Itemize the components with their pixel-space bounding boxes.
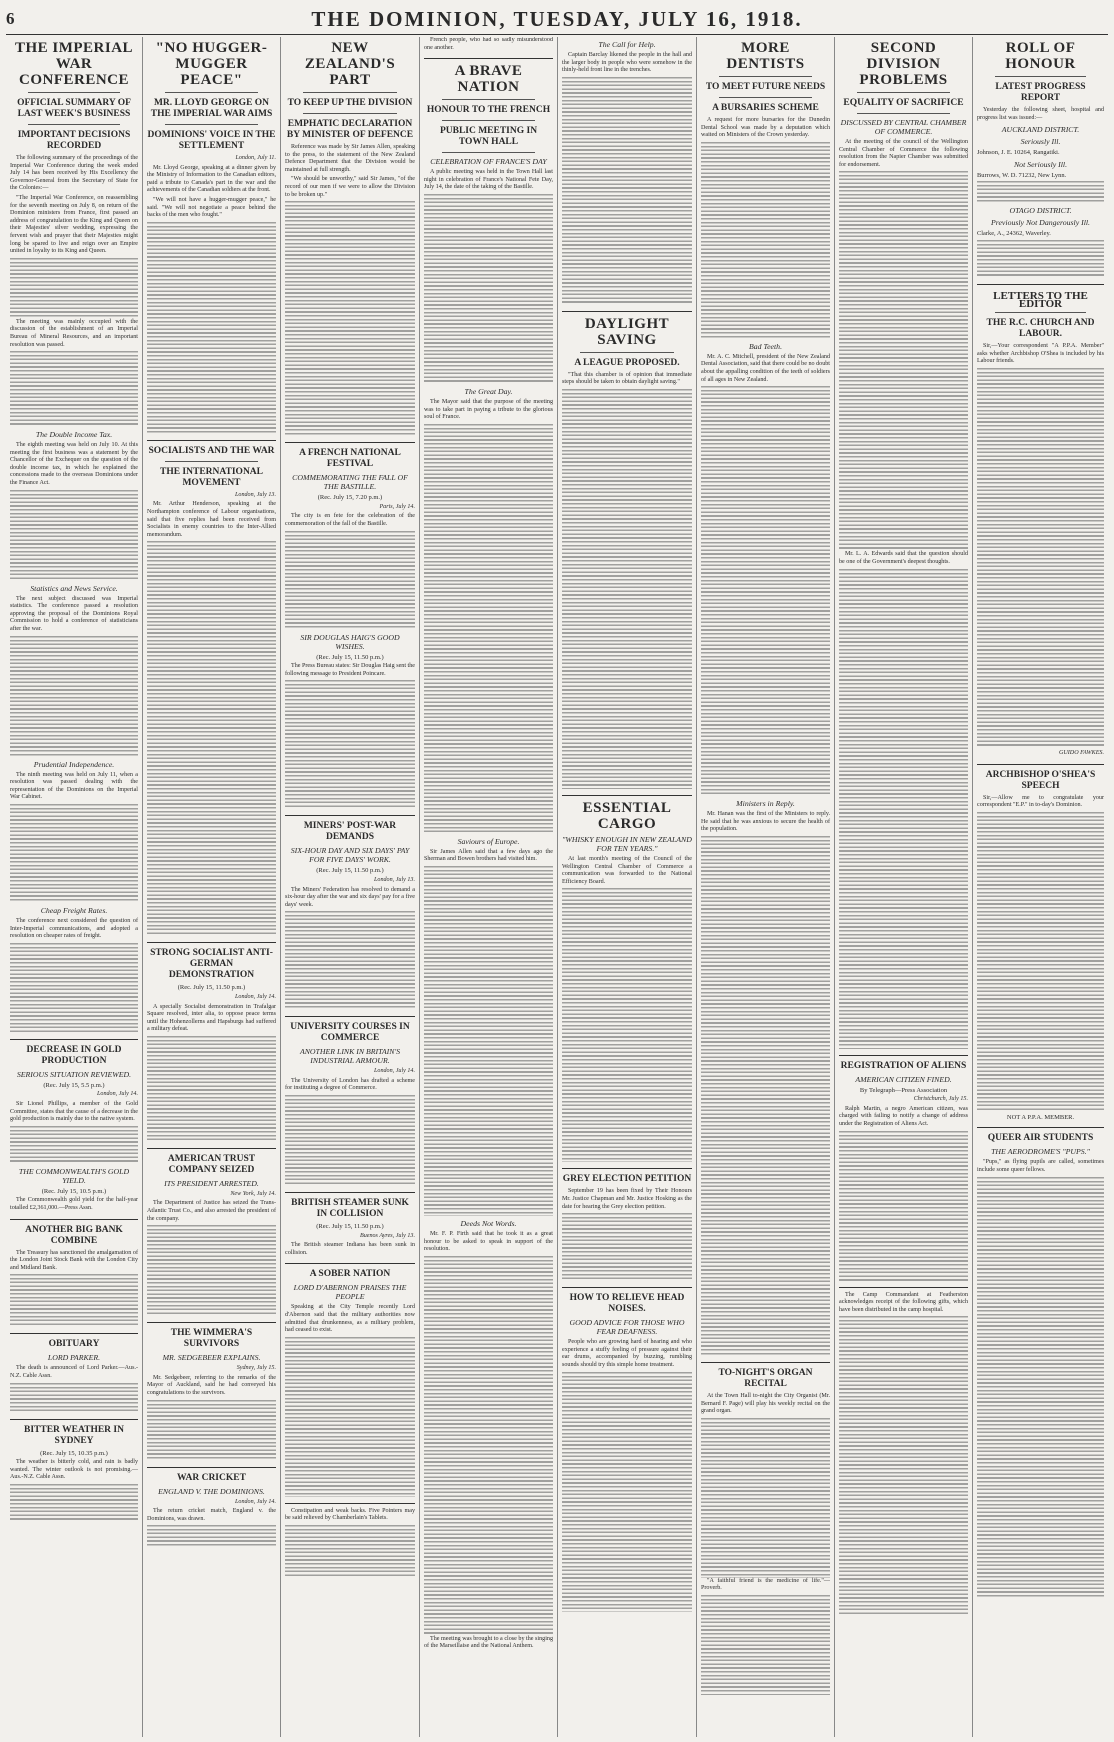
- article-paragraph: The eighth meeting was held on July 10. At this meeting the first business was a statement by the Chancellor of the Exchequer on the question of the double income tax, in which he explained the concessions made to the overseas Dominions under the Finance Act.: [10, 442, 138, 487]
- subheadline: ITS PRESIDENT ARRESTED.: [164, 1178, 259, 1188]
- dateline: Sydney, July 15.: [236, 1365, 276, 1372]
- headline-roll-of-honour: ROLL OF HONOUR: [1005, 40, 1076, 72]
- subheadline: DISCUSSED BY CENTRAL CHAMBER OF COMMERCE.: [840, 118, 967, 136]
- letter-paragraph: Sir,—Allow me to congratulate your correspondent "E.P." in to-day's Dominion.: [977, 794, 1104, 809]
- subheadline: "WHISKY ENOUGH IN NEW ZEALAND FOR TEN YEARS.": [562, 834, 692, 853]
- subheadline: A BURSARIES SCHEME: [712, 103, 819, 113]
- received-line: (Rec. July 15, 11.50 p.m.): [316, 867, 384, 875]
- subheadline: TO KEEP UP THE DIVISION: [287, 98, 413, 108]
- article-paragraph: A specially Socialist demonstration in Trafalgar Square resolved, inter alia, to oppose peace terms until the Hohenzollerns and Hapsburgs had suffered a military defeat.: [147, 1003, 276, 1033]
- subheadline: A LEAGUE PROPOSED.: [574, 357, 680, 368]
- subheadline: EQUALITY OF SACRIFICE: [843, 98, 964, 108]
- status-heading: Seriously Ill.: [1020, 137, 1061, 147]
- subheadline: PUBLIC MEETING IN TOWN HALL: [439, 126, 538, 148]
- column-2: [143, 37, 281, 1737]
- letter-signature: NOT A P.P.A. MEMBER.: [1006, 1113, 1075, 1121]
- section-heading: The Double Income Tax.: [35, 430, 113, 440]
- headline-daylight-saving: DAYLIGHT SAVING: [584, 315, 670, 348]
- article-paragraph: The Miners' Federation has resolved to demand a six-hour day after the war and six days' pay for a five days' week.: [285, 886, 415, 908]
- list-item: Johnson, J. E. 10264, Rangatiki.: [977, 149, 1060, 157]
- subheadline: THE AERODROME'S "PUPS.": [991, 1147, 1090, 1157]
- headline-second-division-problems: SECOND DIVISION PROBLEMS: [859, 40, 948, 88]
- status-heading: Not Seriously Ill.: [1013, 159, 1068, 169]
- headline-socialist-demonstration: STRONG SOCIALIST ANTI-GERMAN DEMONSTRATION: [150, 948, 273, 981]
- column-8: [973, 37, 1108, 1737]
- headline-essential-cargo: ESSENTIAL CARGO: [582, 799, 672, 832]
- subheadline: GOOD ADVICE FOR THOSE WHO FEAR DEAFNESS.: [569, 1318, 685, 1337]
- article-paragraph: September 19 has been fixed by Their Honours Mr. Justice Chapman and Mr. Justice Hosking as the date for hearing the Grey election petition.: [562, 1188, 692, 1210]
- article-paragraph: Sir Lionel Phillips, a member of the Gold Committee, states that the cause of a decrease in the gold production is mainly due to the native system.: [10, 1100, 138, 1123]
- subheadline: AMERICAN CITIZEN FINED.: [855, 1074, 952, 1084]
- headline-university-courses: UNIVERSITY COURSES IN COMMERCE: [290, 1022, 410, 1044]
- dateline: London, July 14.: [97, 1091, 138, 1098]
- article-paragraph: The Camp Commandant at Featherston acknowledges receipt of the following gifts, which have been distributed in the camp hospital.: [839, 1291, 968, 1313]
- article-paragraph: Speaking at the City Temple recently Lord d'Abernon said that the military authorities now admitted that drunkenness, as a military problem, had ceased to exist.: [285, 1304, 415, 1334]
- dateline: London, July 13.: [235, 491, 276, 498]
- article-paragraph: "That this chamber is of opinion that immediate steps should be taken to obtain daylight saving.": [562, 371, 692, 386]
- article-paragraph: The Press Bureau states: Sir Douglas Haig sent the following message to President Poincare.: [285, 663, 415, 677]
- column-7: [835, 37, 973, 1737]
- dateline: London, July 13.: [374, 876, 415, 883]
- dateline: Christchurch, July 15.: [913, 1096, 968, 1103]
- article-paragraph: Mr. F. P. Firth said that he took it as a great honour to be asked to speak in support of the resolution.: [424, 1230, 553, 1253]
- dateline: Paris, July 14.: [379, 503, 415, 510]
- article-paragraph: The Treasury has sanctioned the amalgamation of the London Joint Stock Bank with the London City and Midland Bank.: [10, 1249, 138, 1271]
- headline-hugger-mugger-peace: "NO HUGGER-MUGGER PEACE": [155, 40, 268, 88]
- headline-gold-production: DECREASE IN GOLD PRODUCTION: [26, 1044, 122, 1066]
- headline-registration-of-aliens: REGISTRATION OF ALIENS: [840, 1060, 967, 1071]
- section-heading: Saviours of Europe.: [457, 836, 520, 846]
- headline-letters-to-editor: LETTERS TO THE EDITOR: [993, 289, 1088, 310]
- dateline: London, July 11.: [235, 155, 276, 161]
- article-paragraph: Mr. Arthur Henderson, speaking at the Northampton conference of Labour organisations, said that five replies had been received from Socialists in enemy countries to the Inter-Allied memorandum.: [147, 501, 276, 538]
- headline-more-dentists: MORE DENTISTS: [726, 40, 805, 72]
- headline-wimmera-survivors: THE WIMMERA'S SURVIVORS: [170, 1328, 253, 1350]
- article-paragraph: The Mayor said that the purpose of the meeting was to take part in paying a tribute to the glorious soul of France.: [424, 398, 553, 421]
- headline-new-zealands-part: NEW ZEALAND'S PART: [304, 40, 396, 88]
- subheadline: ARCHBISHOP O'SHEA'S SPEECH: [985, 769, 1096, 791]
- article-paragraph: The conference next considered the question of Inter-Imperial communications, and adopted a resolution on cheaper rates of freight.: [10, 918, 138, 940]
- received-line: (Rec. July 15, 7.20 p.m.): [317, 494, 383, 502]
- dateline: New York, July 14.: [230, 1190, 276, 1197]
- headline-french-festival: A FRENCH NATIONAL FESTIVAL: [299, 448, 401, 470]
- subheadline: LORD D'ABERNON PRAISES THE PEOPLE: [293, 1283, 407, 1302]
- headline-trust-company: AMERICAN TRUST COMPANY SEIZED: [167, 1153, 256, 1175]
- headline-bitter-weather: BITTER WEATHER IN SYDNEY: [24, 1424, 124, 1446]
- article-paragraph: Captain Barclay likened the people in the hall and the larger body in people who were somehow in the thinly-held front line in the trenches.: [562, 52, 692, 74]
- page-number: 6: [6, 9, 15, 28]
- district-heading: AUCKLAND DISTRICT.: [1001, 125, 1080, 135]
- subheadline: SIX-HOUR DAY AND SIX DAYS' PAY FOR FIVE DAYS' WORK.: [290, 846, 410, 865]
- article-paragraph: The British steamer Indiana has been sunk in collision.: [285, 1242, 415, 1256]
- article-paragraph: Sir James Allen said that a few days ago the Sherman and Bowen brothers had visited him.: [424, 848, 553, 863]
- headline-organ-recital: TO-NIGHT'S ORGAN RECITAL: [718, 1367, 813, 1389]
- article-paragraph: At the Town Hall to-night the City Organist (Mr. Bernard F. Page) will play his weekly recital on the grand organ.: [701, 1392, 830, 1415]
- section-heading: Ministers in Reply.: [736, 799, 795, 809]
- headline-sober-nation: A SOBER NATION: [309, 1269, 391, 1280]
- subheadline: LORD PARKER.: [47, 1353, 101, 1363]
- list-item: Clarke, A., 24362, Waverley.: [977, 230, 1051, 238]
- byline: By Telegraph—Press Association: [859, 1086, 948, 1094]
- dateline: London, July 14.: [235, 993, 276, 1000]
- subheadline: LATEST PROGRESS REPORT: [995, 82, 1086, 103]
- received-line: (Rec. July 15, 11.50 p.m.): [316, 1223, 384, 1231]
- subheadline-important-decisions: IMPORTANT DECISIONS RECORDED: [17, 130, 131, 151]
- article-paragraph: The following summary of the proceedings of the Imperial War Conference during the week ended July 14 has been received by His Excellency the Governor-General from the Secretary of State for the Colonies:—: [10, 155, 138, 192]
- status-heading: Previously Not Dangerously Ill.: [990, 218, 1091, 228]
- article-paragraph: A request for more bursaries for the Dunedin Dental School was made by a deputation which waited on Ministers of the Crown yesterday.: [701, 117, 830, 139]
- subheadline: HONOUR TO THE FRENCH: [426, 105, 551, 116]
- article-paragraph: Reference was made by Sir James Allen, speaking to the press, to the statement of the New Zealand Defence Department that the Division would be maintained at full strength.: [285, 144, 415, 173]
- dateline: London, July 14.: [374, 1068, 415, 1075]
- article-paragraph: Yesterday the following sheet, hospital and progress list was issued:—: [977, 107, 1104, 121]
- article-paragraph: Mr. A. C. Mitchell, president of the New Zealand Dental Association, said that there could be no doubt about the appalling condition of the teeth of soldiers of all ages in New Zealand.: [701, 353, 830, 383]
- column-5: [558, 37, 697, 1737]
- article-paragraph: A public meeting was held in the Town Hall last night in celebration of France's National Fete Day, July 14, the date of the taking of the Bastille.: [424, 169, 553, 191]
- subheadline: ANOTHER LINK IN BRITAIN'S INDUSTRIAL ARMOUR.: [299, 1047, 401, 1066]
- article-paragraph: Ralph Martin, a negro American citizen, was charged with failing to notify a change of address under the Registration of Aliens Act.: [839, 1105, 968, 1127]
- headline-socialists: SOCIALISTS AND THE WAR: [148, 445, 275, 456]
- article-paragraph: The University of London has drafted a scheme for instituting a degree of Commerce.: [285, 1077, 415, 1092]
- section-heading: Cheap Freight Rates.: [40, 906, 108, 915]
- subheadline: MR. LLOYD GEORGE ON THE IMPERIAL WAR AIMS: [150, 98, 273, 119]
- article-paragraph: The next subject discussed was Imperial statistics. The conference passed a resolution approving the proposal of the Dominions Royal Commission to hold a conference of statisticians after the war.: [10, 595, 138, 633]
- headline-brave-nation: A BRAVE NATION: [454, 63, 523, 96]
- article-paragraph: "Pups," as flying pupils are called, sometimes include some queer fellows.: [977, 1159, 1104, 1173]
- subheadline: THE INTERNATIONAL MOVEMENT: [159, 466, 264, 488]
- letter-paragraph: Sir,—Your correspondent "A P.P.A. Member" asks whether Archbishop O'Shea is included by his Labour friends.: [977, 343, 1104, 365]
- article-paragraph: People who are growing hard of hearing and who experience a stuffy feeling of pressure against their ear drums, accompanied by buzzing, rumbling sounds should try this simple home treatment.: [562, 1339, 692, 1368]
- subheadline: EMPHATIC DECLARATION BY MINISTER OF DEFENCE: [286, 119, 414, 140]
- letter-signature: GUIDO FAWKES.: [1058, 749, 1104, 756]
- section-heading: Bad Teeth.: [748, 341, 783, 351]
- district-heading: OTAGO DISTRICT.: [1009, 206, 1072, 216]
- article-paragraph: Mr. Lloyd George, speaking at a dinner given by the Ministry of Information to the Canadian editors, paid a tribute to Canada's part in the war and the achievements of the Canadian soldiers at the front.: [147, 164, 276, 194]
- article-paragraph: At the meeting of the council of the Wellington Central Chamber of Commerce the following resolution from the Napier Chamber was submitted for endorsement.: [839, 139, 968, 168]
- article-paragraph: Mr. Hanan was the first of the Ministers to reply. He said that he was anxious to secure the health of the population.: [701, 811, 830, 833]
- article-paragraph: "The Imperial War Conference, on reassembling for the seventh meeting on July 8, on return of the Dominion ministers from France, first passed an address of congratulation to the King and Queen on their Majesties' silver wedding, expressing the fervent wish and prayer that their Majesties might long be spared to live and reign over an Empire united in loyalty to its King and Queen.: [10, 194, 138, 255]
- article-paragraph: The Commonwealth gold yield for the half-year totalled £2,361,000.—Press Assn.: [10, 1197, 138, 1211]
- headline-miners-demands: MINERS' POST-WAR DEMANDS: [303, 821, 397, 843]
- section-heading: The Great Day.: [464, 386, 513, 396]
- received-line: (Rec. July 15, 5.5 p.m.): [43, 1081, 105, 1089]
- article-paragraph: French people, who had so sadly misunderstood one another.: [424, 37, 553, 51]
- subheadline: THE COMMONWEALTH'S GOLD YIELD.: [18, 1166, 130, 1185]
- headline-queer-air-students: QUEER AIR STUDENTS: [987, 1133, 1094, 1144]
- headline-steamer-sunk: BRITISH STEAMER SUNK IN COLLISION: [291, 1198, 409, 1220]
- column-4: [420, 37, 558, 1737]
- columns: [6, 37, 1108, 1737]
- newspaper-title: THE DOMINION, TUESDAY, JULY 16, 1918.: [311, 6, 803, 31]
- subheadline: MR. SEDGEBEER EXPLAINS.: [162, 1353, 261, 1363]
- article-paragraph: Mr. L. A. Edwards said that the question should be one of the Government's deepest thoughts.: [839, 551, 968, 565]
- subheadline: COMMEMORATING THE FALL OF THE BASTILLE.: [292, 473, 408, 492]
- advertisement-paragraph: Constipation and weak backs. Five Pointers may be said relieved by Chamberlain's Tablets.: [285, 1507, 415, 1522]
- section-heading: Deeds Not Words.: [460, 1218, 517, 1228]
- article-paragraph: The city is en fete for the celebration of the commemoration of the fall of the Bastille.: [285, 513, 415, 527]
- section-heading: Statistics and News Service.: [30, 583, 118, 593]
- article-paragraph: The meeting was brought to a close by the singing of the Marseillaise and the National Anthem.: [424, 1635, 553, 1650]
- headline-bank-combine: ANOTHER BIG BANK COMBINE: [25, 1224, 123, 1246]
- subheadline: TO MEET FUTURE NEEDS: [705, 82, 826, 92]
- subheadline: THE R.C. CHURCH AND LABOUR.: [986, 318, 1095, 340]
- headline-head-noises: HOW TO RELIEVE HEAD NOISES.: [569, 1293, 685, 1315]
- section-heading: Prudential Independence.: [33, 759, 115, 769]
- article-paragraph: The meeting was mainly occupied with the discussion of the establishment of an Imperial Bureau of Mineral Resources, and an important resolution was passed.: [10, 318, 138, 348]
- headline-obituary: OBITUARY: [48, 1339, 100, 1350]
- subheadline: SERIOUS SITUATION REVIEWED.: [16, 1069, 132, 1079]
- article-paragraph: The ninth meeting was held on July 11, when a resolution was passed dealing with the representation of the Dominions on the Imperial War Cabinet.: [10, 771, 138, 801]
- column-1: [6, 37, 143, 1737]
- article-paragraph: At last month's meeting of the Council of the Wellington Central Chamber of Commerce a communication was forwarded to the National Efficiency Board.: [562, 855, 692, 885]
- dateline: London, July 14.: [235, 1498, 276, 1505]
- article-paragraph: "We will not have a hugger-mugger peace," he said. "We will not negotiate a peace behind the backs of the men who fought.": [147, 196, 276, 219]
- list-item: Burrows, W. D. 71232, New Lynn.: [977, 171, 1067, 179]
- article-paragraph: "A faithful friend is the medicine of life."—Proverb.: [701, 1577, 830, 1592]
- article-paragraph: "We should be unworthy," said Sir James, "of the record of our men if we were to allow the Division to be broken up.": [285, 176, 415, 198]
- article-paragraph: Mr. Sedgebeer, referring to the remarks of the Mayor of Auckland, said he had conveyed his congratulations to the survivors.: [147, 1374, 276, 1397]
- headline-war-cricket: WAR CRICKET: [177, 1472, 246, 1483]
- subheadline: CELEBRATION OF FRANCE'S DAY: [430, 157, 547, 167]
- subheadline: ENGLAND V. THE DOMINIONS.: [158, 1486, 265, 1496]
- subheadline-official-summary: OFFICIAL SUMMARY OF LAST WEEK'S BUSINESS: [17, 98, 131, 119]
- subheadline: DOMINIONS' VOICE IN THE SETTLEMENT: [147, 130, 276, 151]
- received-line: (Rec. July 15, 11.50 p.m.): [316, 653, 384, 661]
- dateline: Buenos Ayres, July 13.: [359, 1232, 415, 1239]
- received-line: (Rec. July 15, 10.5 p.m.): [41, 1187, 107, 1195]
- article-paragraph: The death is announced of Lord Parker.—Aus.-N.Z. Cable Assn.: [10, 1365, 138, 1379]
- article-paragraph: The weather is bitterly cold, and rain is badly wanted. The winter outlook is not promising.—Aus.-N.Z. Cable Assn.: [10, 1459, 138, 1481]
- masthead: [6, 4, 1108, 35]
- headline-grey-election-petition: GREY ELECTION PETITION: [562, 1174, 692, 1185]
- subheadline: SIR DOUGLAS HAIG'S GOOD WISHES.: [300, 632, 400, 651]
- section-heading: The Call for Help.: [598, 40, 656, 49]
- received-line: (Rec. July 15, 10.35 p.m.): [40, 1449, 108, 1457]
- headline-imperial-war-conference: THE IMPERIAL WAR CONFERENCE: [14, 40, 134, 88]
- article-paragraph: The Department of Justice has seized the Trans-Atlantic Trust Co., and also arrested the president of the company.: [147, 1200, 276, 1222]
- received-line: (Rec. July 15, 11.50 p.m.): [177, 984, 246, 992]
- column-6: [697, 37, 835, 1737]
- column-3: [281, 37, 420, 1737]
- article-paragraph: The return cricket match, England v. the Dominions, was drawn.: [147, 1508, 276, 1522]
